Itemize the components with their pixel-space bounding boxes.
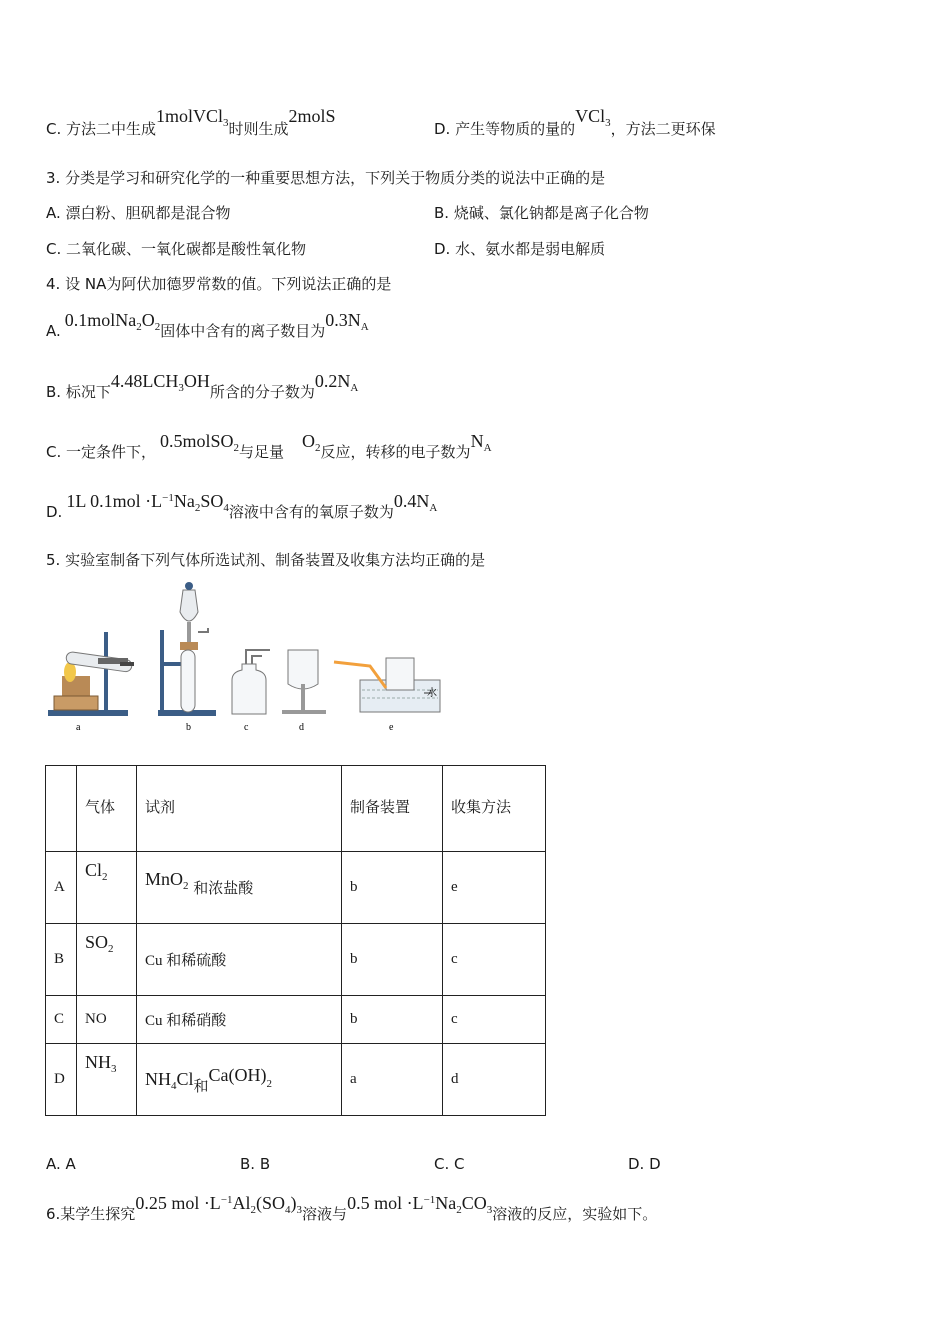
- row-device: a: [342, 1044, 443, 1116]
- row-collection: e: [443, 852, 546, 924]
- apparatus-label-d: d: [299, 722, 304, 733]
- header-device: 制备装置: [342, 766, 443, 852]
- apparatus-label-b: b: [186, 722, 191, 733]
- row-key: C: [46, 996, 77, 1044]
- header-empty: [46, 766, 77, 852]
- apparatus-b: [158, 582, 216, 733]
- q2-option-c: C. 方法二中生成1molVCl$^3$时则生成2molS: [46, 106, 336, 138]
- row-gas: NO: [77, 996, 137, 1044]
- table-row: [46, 1044, 546, 1116]
- q3-option-d: D. 水、氨水都是弱电解质: [434, 240, 606, 258]
- row-reagent: Cu 和稀硫酸: [137, 924, 342, 996]
- q5-option-d: D. D: [628, 1155, 661, 1173]
- apparatus-label-c: c: [244, 722, 249, 733]
- header-reagent: 试剂: [137, 766, 342, 852]
- row-device: b: [342, 852, 443, 924]
- q4-option-d: D.1L $0.1mol \cdot L^{-1}Na^2SO^4$溶液中含有的氧原子数为$0.4N^A$: [46, 491, 438, 521]
- q5-option-b: B. B: [240, 1155, 271, 1173]
- q6-stem: 6.某学生探究0.25 mol $\cdot L^{-1}Al^2(SO^4)^3$溶液与0.5 mol $\cdot L^{-1}Na^2CO^3$溶液的反应，实验如下。: [46, 1193, 658, 1223]
- row-collection: d: [443, 1044, 546, 1116]
- table-row: [46, 852, 546, 924]
- table-row: [46, 924, 546, 996]
- q2-option-d: D. 产生等物质的量的VCl$^3$，方法二更环保: [434, 106, 716, 138]
- row-key: B: [46, 924, 77, 996]
- row-device: b: [342, 996, 443, 1044]
- row-collection: c: [443, 996, 546, 1044]
- row-device: b: [342, 924, 443, 996]
- q5-table: [45, 765, 546, 1116]
- row-reagent: Cu 和稀硝酸: [137, 996, 342, 1044]
- q3-stem: 3. 分类是学习和研究化学的一种重要思想方法，下列关于物质分类的说法中正确的是: [46, 169, 606, 187]
- apparatus-e: [334, 658, 440, 733]
- apparatus-a: [48, 632, 134, 733]
- row-gas: $SO_2$: [77, 924, 137, 996]
- row-gas: $Cl_2$: [77, 852, 137, 924]
- apparatus-d: [282, 650, 326, 733]
- q5-option-c: C. C: [434, 1155, 465, 1173]
- header-collection: 收集方法: [443, 766, 546, 852]
- q3-option-a: A. 漂白粉、胆矾都是混合物: [46, 204, 231, 222]
- q3-option-b: B. 烧碱、氯化钠都是离子化合物: [434, 204, 649, 222]
- row-key: D: [46, 1044, 77, 1116]
- row-collection: c: [443, 924, 546, 996]
- header-gas: 气体: [77, 766, 137, 852]
- row-reagent: MnO$^2$ 和浓盐酸: [137, 852, 342, 924]
- apparatus-figure: [40, 580, 460, 735]
- apparatus-label-e: e: [389, 722, 394, 733]
- row-gas: $NH_3$: [77, 1044, 137, 1116]
- table-row: [46, 996, 546, 1044]
- table-header-row: [46, 766, 546, 852]
- row-reagent: $NH_4Cl$和Ca(OH)2: [137, 1044, 342, 1116]
- q4-stem: 4. 设 NA为阿伏加德罗常数的值。下列说法正确的是: [46, 275, 392, 293]
- q3-option-c: C. 二氧化碳、一氧化碳都是酸性氧化物: [46, 240, 307, 258]
- row-key: A: [46, 852, 77, 924]
- apparatus-label-a: a: [76, 722, 81, 733]
- q4-option-b: B. 标况下4.48LCH$^3$OH所含的分子数为$0.2N^A$: [46, 371, 359, 401]
- water-label: 水: [427, 688, 437, 699]
- q4-option-c: C. 一定条件下，0.5molSO$^2$与足量$O^2$反应，转移的电子数为$N^A$: [46, 431, 492, 461]
- q5-option-a: A. A: [46, 1155, 76, 1173]
- q5-stem: 5. 实验室制备下列气体所选试剂、制备装置及收集方法均正确的是: [46, 551, 486, 569]
- apparatus-c: [232, 650, 270, 733]
- q4-option-a: $A.0.1molNa^2O^2$固体中含有的离子数目为$0.3N^A$: [46, 310, 369, 340]
